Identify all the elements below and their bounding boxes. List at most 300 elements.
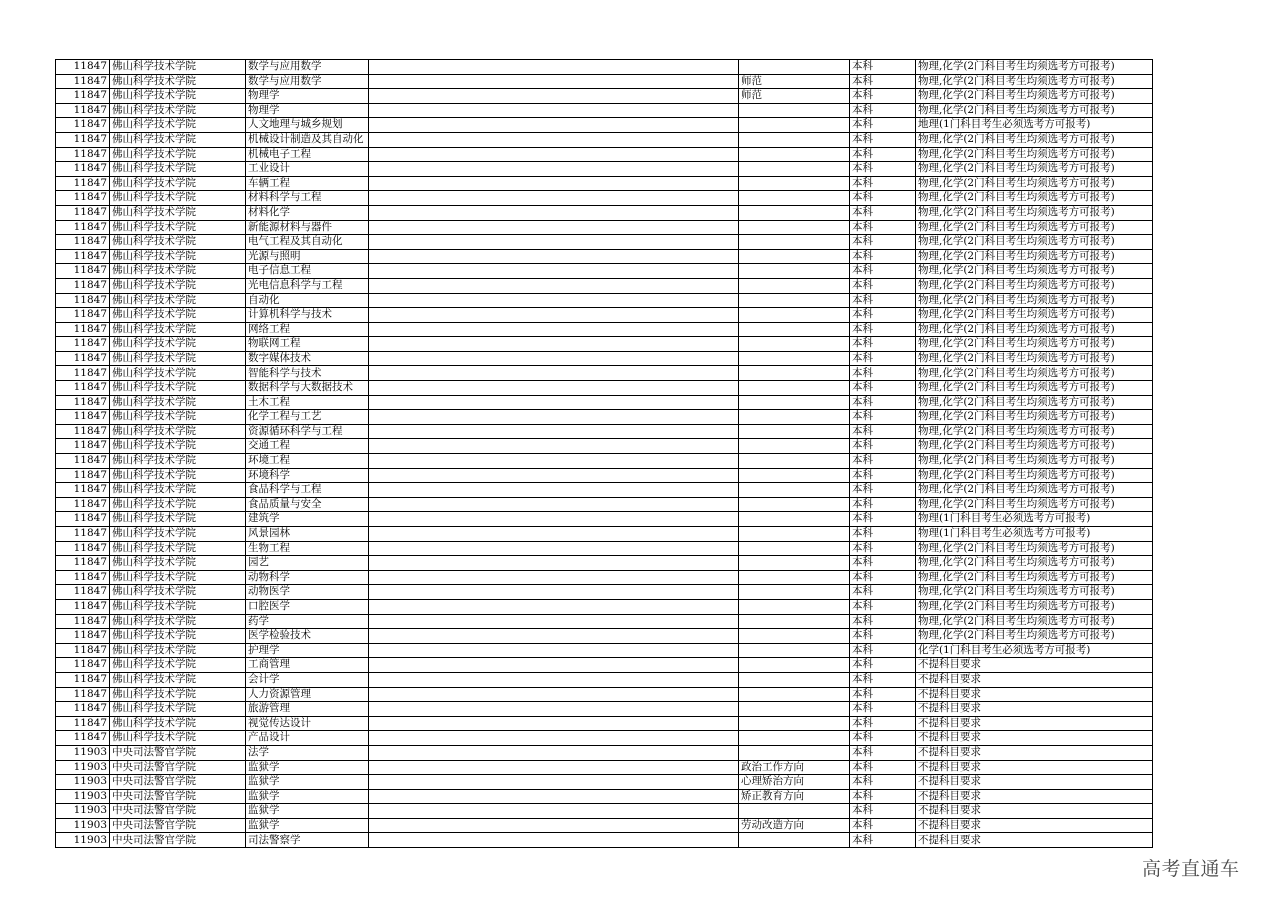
requirement-cell: 物理,化学(2门科目考生均须选考方可报考) [916, 381, 1153, 396]
blank-cell [369, 395, 739, 410]
level-cell: 本科 [850, 381, 916, 396]
table-row [56, 439, 1153, 454]
table-row [56, 789, 1153, 804]
table-row [56, 191, 1153, 206]
level-cell: 本科 [850, 278, 916, 293]
direction-cell [739, 118, 850, 133]
level-cell: 本科 [850, 804, 916, 819]
direction-cell [739, 103, 850, 118]
school-name-cell: 佛山科学技术学院 [110, 716, 246, 731]
major-name-cell: 监狱学 [246, 760, 369, 775]
major-name-cell: 电子信息工程 [246, 264, 369, 279]
blank-cell [369, 468, 739, 483]
table-row [56, 235, 1153, 250]
requirement-cell: 物理,化学(2门科目考生均须选考方可报考) [916, 220, 1153, 235]
table-row [56, 760, 1153, 775]
blank-cell [369, 118, 739, 133]
table-row [56, 512, 1153, 527]
major-name-cell: 物理学 [246, 89, 369, 104]
table-row [56, 337, 1153, 352]
requirement-cell: 物理,化学(2门科目考生均须选考方可报考) [916, 337, 1153, 352]
school-code-cell: 11847 [56, 629, 110, 644]
school-name-cell: 佛山科学技术学院 [110, 132, 246, 147]
blank-cell [369, 366, 739, 381]
school-code-cell: 11903 [56, 804, 110, 819]
level-cell: 本科 [850, 556, 916, 571]
school-name-cell: 中央司法警官学院 [110, 818, 246, 833]
school-name-cell: 佛山科学技术学院 [110, 235, 246, 250]
blank-cell [369, 410, 739, 425]
requirement-cell: 不提科目要求 [916, 804, 1153, 819]
level-cell: 本科 [850, 205, 916, 220]
direction-cell [739, 687, 850, 702]
blank-cell [369, 818, 739, 833]
blank-cell [369, 337, 739, 352]
blank-cell [369, 614, 739, 629]
school-name-cell: 佛山科学技术学院 [110, 687, 246, 702]
school-name-cell: 佛山科学技术学院 [110, 89, 246, 104]
blank-cell [369, 687, 739, 702]
school-code-cell: 11847 [56, 308, 110, 323]
blank-cell [369, 424, 739, 439]
school-code-cell: 11847 [56, 424, 110, 439]
school-code-cell: 11847 [56, 103, 110, 118]
direction-cell [739, 410, 850, 425]
blank-cell [369, 220, 739, 235]
school-code-cell: 11847 [56, 497, 110, 512]
major-name-cell: 生物工程 [246, 541, 369, 556]
direction-cell [739, 220, 850, 235]
table-row [56, 74, 1153, 89]
level-cell: 本科 [850, 789, 916, 804]
level-cell: 本科 [850, 570, 916, 585]
major-name-cell: 计算机科学与技术 [246, 308, 369, 323]
level-cell: 本科 [850, 497, 916, 512]
requirement-cell: 不提科目要求 [916, 760, 1153, 775]
blank-cell [369, 147, 739, 162]
table-row [56, 264, 1153, 279]
school-name-cell: 佛山科学技术学院 [110, 249, 246, 264]
school-name-cell: 佛山科学技术学院 [110, 103, 246, 118]
major-name-cell: 药学 [246, 614, 369, 629]
school-code-cell: 11847 [56, 570, 110, 585]
table-row [56, 833, 1153, 848]
blank-cell [369, 60, 739, 75]
major-name-cell: 法学 [246, 745, 369, 760]
requirement-cell: 物理,化学(2门科目考生均须选考方可报考) [916, 74, 1153, 89]
school-name-cell: 佛山科学技术学院 [110, 205, 246, 220]
direction-cell [739, 497, 850, 512]
direction-cell [739, 643, 850, 658]
requirement-cell: 物理,化学(2门科目考生均须选考方可报考) [916, 278, 1153, 293]
school-name-cell: 佛山科学技术学院 [110, 395, 246, 410]
direction-cell [739, 249, 850, 264]
school-name-cell: 中央司法警官学院 [110, 789, 246, 804]
major-name-cell: 口腔医学 [246, 599, 369, 614]
table-row [56, 454, 1153, 469]
school-code-cell: 11903 [56, 775, 110, 790]
level-cell: 本科 [850, 293, 916, 308]
table-row [56, 570, 1153, 585]
level-cell: 本科 [850, 337, 916, 352]
school-name-cell: 佛山科学技术学院 [110, 672, 246, 687]
school-name-cell: 佛山科学技术学院 [110, 483, 246, 498]
school-code-cell: 11903 [56, 833, 110, 848]
school-name-cell: 佛山科学技术学院 [110, 527, 246, 542]
table-row [56, 643, 1153, 658]
major-name-cell: 护理学 [246, 643, 369, 658]
major-name-cell: 机械电子工程 [246, 147, 369, 162]
school-code-cell: 11847 [56, 235, 110, 250]
level-cell: 本科 [850, 599, 916, 614]
school-name-cell: 佛山科学技术学院 [110, 658, 246, 673]
requirement-cell: 物理,化学(2门科目考生均须选考方可报考) [916, 541, 1153, 556]
school-name-cell: 中央司法警官学院 [110, 745, 246, 760]
requirement-cell: 物理,化学(2门科目考生均须选考方可报考) [916, 191, 1153, 206]
school-code-cell: 11847 [56, 395, 110, 410]
direction-cell [739, 366, 850, 381]
direction-cell [739, 235, 850, 250]
requirement-cell: 物理,化学(2门科目考生均须选考方可报考) [916, 366, 1153, 381]
school-code-cell: 11847 [56, 337, 110, 352]
school-name-cell: 佛山科学技术学院 [110, 322, 246, 337]
blank-cell [369, 308, 739, 323]
direction-cell: 政治工作方向 [739, 760, 850, 775]
direction-cell [739, 512, 850, 527]
requirement-cell: 物理,化学(2门科目考生均须选考方可报考) [916, 60, 1153, 75]
level-cell: 本科 [850, 147, 916, 162]
direction-cell [739, 614, 850, 629]
level-cell: 本科 [850, 264, 916, 279]
blank-cell [369, 599, 739, 614]
major-name-cell: 数字媒体技术 [246, 351, 369, 366]
school-name-cell: 佛山科学技术学院 [110, 541, 246, 556]
direction-cell [739, 176, 850, 191]
major-name-cell: 司法警察学 [246, 833, 369, 848]
school-name-cell: 佛山科学技术学院 [110, 614, 246, 629]
blank-cell [369, 89, 739, 104]
direction-cell: 师范 [739, 74, 850, 89]
level-cell: 本科 [850, 731, 916, 746]
school-code-cell: 11847 [56, 541, 110, 556]
level-cell: 本科 [850, 643, 916, 658]
level-cell: 本科 [850, 176, 916, 191]
blank-cell [369, 512, 739, 527]
level-cell: 本科 [850, 614, 916, 629]
blank-cell [369, 205, 739, 220]
level-cell: 本科 [850, 629, 916, 644]
school-name-cell: 佛山科学技术学院 [110, 278, 246, 293]
direction-cell [739, 278, 850, 293]
direction-cell [739, 745, 850, 760]
blank-cell [369, 162, 739, 177]
direction-cell [739, 132, 850, 147]
blank-cell [369, 570, 739, 585]
school-name-cell: 佛山科学技术学院 [110, 556, 246, 571]
level-cell: 本科 [850, 541, 916, 556]
subject-requirements-table [55, 59, 1153, 848]
school-name-cell: 中央司法警官学院 [110, 804, 246, 819]
school-code-cell: 11847 [56, 366, 110, 381]
school-code-cell: 11847 [56, 176, 110, 191]
level-cell: 本科 [850, 424, 916, 439]
school-name-cell: 佛山科学技术学院 [110, 497, 246, 512]
school-name-cell: 中央司法警官学院 [110, 775, 246, 790]
requirement-cell: 物理,化学(2门科目考生均须选考方可报考) [916, 162, 1153, 177]
school-code-cell: 11847 [56, 351, 110, 366]
level-cell: 本科 [850, 249, 916, 264]
table-row [56, 118, 1153, 133]
major-name-cell: 物理学 [246, 103, 369, 118]
school-name-cell: 佛山科学技术学院 [110, 308, 246, 323]
direction-cell: 师范 [739, 89, 850, 104]
school-code-cell: 11847 [56, 643, 110, 658]
direction-cell [739, 60, 850, 75]
table-row [56, 468, 1153, 483]
school-code-cell: 11847 [56, 687, 110, 702]
blank-cell [369, 731, 739, 746]
school-name-cell: 佛山科学技术学院 [110, 366, 246, 381]
blank-cell [369, 381, 739, 396]
level-cell: 本科 [850, 103, 916, 118]
blank-cell [369, 556, 739, 571]
level-cell: 本科 [850, 60, 916, 75]
school-code-cell: 11847 [56, 556, 110, 571]
school-name-cell: 佛山科学技术学院 [110, 264, 246, 279]
table-row [56, 599, 1153, 614]
school-code-cell: 11847 [56, 527, 110, 542]
school-code-cell: 11847 [56, 162, 110, 177]
school-name-cell: 佛山科学技术学院 [110, 702, 246, 717]
blank-cell [369, 235, 739, 250]
direction-cell [739, 702, 850, 717]
requirement-cell: 物理,化学(2门科目考生均须选考方可报考) [916, 103, 1153, 118]
school-name-cell: 佛山科学技术学院 [110, 585, 246, 600]
table-row [56, 103, 1153, 118]
major-name-cell: 智能科学与技术 [246, 366, 369, 381]
level-cell: 本科 [850, 439, 916, 454]
school-name-cell: 佛山科学技术学院 [110, 162, 246, 177]
direction-cell [739, 541, 850, 556]
requirement-cell: 物理,化学(2门科目考生均须选考方可报考) [916, 147, 1153, 162]
school-code-cell: 11847 [56, 672, 110, 687]
requirement-cell: 物理,化学(2门科目考生均须选考方可报考) [916, 395, 1153, 410]
direction-cell [739, 337, 850, 352]
table-row [56, 775, 1153, 790]
school-name-cell: 佛山科学技术学院 [110, 629, 246, 644]
school-code-cell: 11903 [56, 789, 110, 804]
major-name-cell: 建筑学 [246, 512, 369, 527]
requirement-cell: 物理,化学(2门科目考生均须选考方可报考) [916, 439, 1153, 454]
direction-cell [739, 716, 850, 731]
school-code-cell: 11847 [56, 264, 110, 279]
direction-cell [739, 293, 850, 308]
requirement-cell: 物理,化学(2门科目考生均须选考方可报考) [916, 308, 1153, 323]
school-code-cell: 11847 [56, 585, 110, 600]
table-row [56, 541, 1153, 556]
level-cell: 本科 [850, 760, 916, 775]
school-code-cell: 11847 [56, 468, 110, 483]
table-row [56, 249, 1153, 264]
school-code-cell: 11847 [56, 716, 110, 731]
requirement-cell: 不提科目要求 [916, 818, 1153, 833]
requirement-cell: 物理,化学(2门科目考生均须选考方可报考) [916, 570, 1153, 585]
school-name-cell: 佛山科学技术学院 [110, 570, 246, 585]
major-name-cell: 数学与应用数学 [246, 74, 369, 89]
school-code-cell: 11903 [56, 745, 110, 760]
direction-cell [739, 658, 850, 673]
requirement-cell: 不提科目要求 [916, 731, 1153, 746]
table-row [56, 716, 1153, 731]
school-name-cell: 佛山科学技术学院 [110, 643, 246, 658]
table-row [56, 351, 1153, 366]
school-name-cell: 佛山科学技术学院 [110, 439, 246, 454]
blank-cell [369, 293, 739, 308]
school-name-cell: 佛山科学技术学院 [110, 468, 246, 483]
direction-cell [739, 570, 850, 585]
blank-cell [369, 483, 739, 498]
table-row [56, 818, 1153, 833]
school-code-cell: 11847 [56, 147, 110, 162]
direction-cell [739, 264, 850, 279]
major-name-cell: 动物医学 [246, 585, 369, 600]
major-name-cell: 工业设计 [246, 162, 369, 177]
major-name-cell: 物联网工程 [246, 337, 369, 352]
table-row [56, 745, 1153, 760]
school-code-cell: 11847 [56, 220, 110, 235]
major-name-cell: 人文地理与城乡规划 [246, 118, 369, 133]
table-row [56, 585, 1153, 600]
school-name-cell: 佛山科学技术学院 [110, 512, 246, 527]
school-name-cell: 佛山科学技术学院 [110, 410, 246, 425]
requirement-cell: 物理,化学(2门科目考生均须选考方可报考) [916, 585, 1153, 600]
school-code-cell: 11847 [56, 512, 110, 527]
table-row [56, 497, 1153, 512]
direction-cell [739, 395, 850, 410]
table-row [56, 220, 1153, 235]
level-cell: 本科 [850, 483, 916, 498]
level-cell: 本科 [850, 672, 916, 687]
major-name-cell: 数据科学与大数据技术 [246, 381, 369, 396]
direction-cell [739, 162, 850, 177]
school-code-cell: 11847 [56, 702, 110, 717]
school-name-cell: 佛山科学技术学院 [110, 176, 246, 191]
school-code-cell: 11847 [56, 410, 110, 425]
blank-cell [369, 527, 739, 542]
requirement-cell: 化学(1门科目考生必须选考方可报考) [916, 643, 1153, 658]
major-name-cell: 监狱学 [246, 775, 369, 790]
major-name-cell: 医学检验技术 [246, 629, 369, 644]
major-name-cell: 人力资源管理 [246, 687, 369, 702]
table-row [56, 147, 1153, 162]
direction-cell [739, 205, 850, 220]
level-cell: 本科 [850, 191, 916, 206]
major-name-cell: 监狱学 [246, 818, 369, 833]
major-name-cell: 园艺 [246, 556, 369, 571]
level-cell: 本科 [850, 454, 916, 469]
requirement-cell: 物理,化学(2门科目考生均须选考方可报考) [916, 351, 1153, 366]
blank-cell [369, 541, 739, 556]
major-name-cell: 光电信息科学与工程 [246, 278, 369, 293]
table-row [56, 483, 1153, 498]
requirement-cell: 物理,化学(2门科目考生均须选考方可报考) [916, 454, 1153, 469]
major-name-cell: 光源与照明 [246, 249, 369, 264]
school-code-cell: 11847 [56, 454, 110, 469]
requirement-cell: 地理(1门科目考生必须选考方可报考) [916, 118, 1153, 133]
major-name-cell: 食品科学与工程 [246, 483, 369, 498]
level-cell: 本科 [850, 527, 916, 542]
major-name-cell: 风景园林 [246, 527, 369, 542]
level-cell: 本科 [850, 220, 916, 235]
table-row [56, 687, 1153, 702]
major-name-cell: 自动化 [246, 293, 369, 308]
table-row [56, 614, 1153, 629]
major-name-cell: 监狱学 [246, 789, 369, 804]
level-cell: 本科 [850, 308, 916, 323]
requirement-cell: 物理,化学(2门科目考生均须选考方可报考) [916, 89, 1153, 104]
blank-cell [369, 322, 739, 337]
school-code-cell: 11847 [56, 249, 110, 264]
major-name-cell: 数学与应用数学 [246, 60, 369, 75]
table-row [56, 162, 1153, 177]
school-name-cell: 佛山科学技术学院 [110, 147, 246, 162]
level-cell: 本科 [850, 235, 916, 250]
blank-cell [369, 760, 739, 775]
major-name-cell: 环境科学 [246, 468, 369, 483]
table-row [56, 132, 1153, 147]
requirement-cell: 不提科目要求 [916, 716, 1153, 731]
level-cell: 本科 [850, 818, 916, 833]
watermark-text: 高考直通车 [1142, 858, 1240, 880]
requirement-cell: 物理,化学(2门科目考生均须选考方可报考) [916, 322, 1153, 337]
blank-cell [369, 497, 739, 512]
direction-cell [739, 672, 850, 687]
major-name-cell: 监狱学 [246, 804, 369, 819]
blank-cell [369, 439, 739, 454]
blank-cell [369, 629, 739, 644]
direction-cell [739, 527, 850, 542]
major-name-cell: 工商管理 [246, 658, 369, 673]
school-code-cell: 11847 [56, 118, 110, 133]
requirement-cell: 物理,化学(2门科目考生均须选考方可报考) [916, 205, 1153, 220]
table-row [56, 381, 1153, 396]
blank-cell [369, 191, 739, 206]
level-cell: 本科 [850, 687, 916, 702]
level-cell: 本科 [850, 468, 916, 483]
direction-cell [739, 599, 850, 614]
requirement-cell: 物理(1门科目考生必须选考方可报考) [916, 527, 1153, 542]
table-row [56, 658, 1153, 673]
major-name-cell: 新能源材料与器件 [246, 220, 369, 235]
level-cell: 本科 [850, 410, 916, 425]
level-cell: 本科 [850, 585, 916, 600]
table-row [56, 395, 1153, 410]
blank-cell [369, 278, 739, 293]
direction-cell [739, 439, 850, 454]
level-cell: 本科 [850, 162, 916, 177]
requirement-cell: 物理,化学(2门科目考生均须选考方可报考) [916, 410, 1153, 425]
major-name-cell: 电气工程及其自动化 [246, 235, 369, 250]
blank-cell [369, 716, 739, 731]
blank-cell [369, 702, 739, 717]
requirement-cell: 物理,化学(2门科目考生均须选考方可报考) [916, 249, 1153, 264]
table-row [56, 527, 1153, 542]
table-row [56, 702, 1153, 717]
direction-cell: 心理矫治方向 [739, 775, 850, 790]
table-row [56, 89, 1153, 104]
school-code-cell: 11847 [56, 381, 110, 396]
level-cell: 本科 [850, 395, 916, 410]
